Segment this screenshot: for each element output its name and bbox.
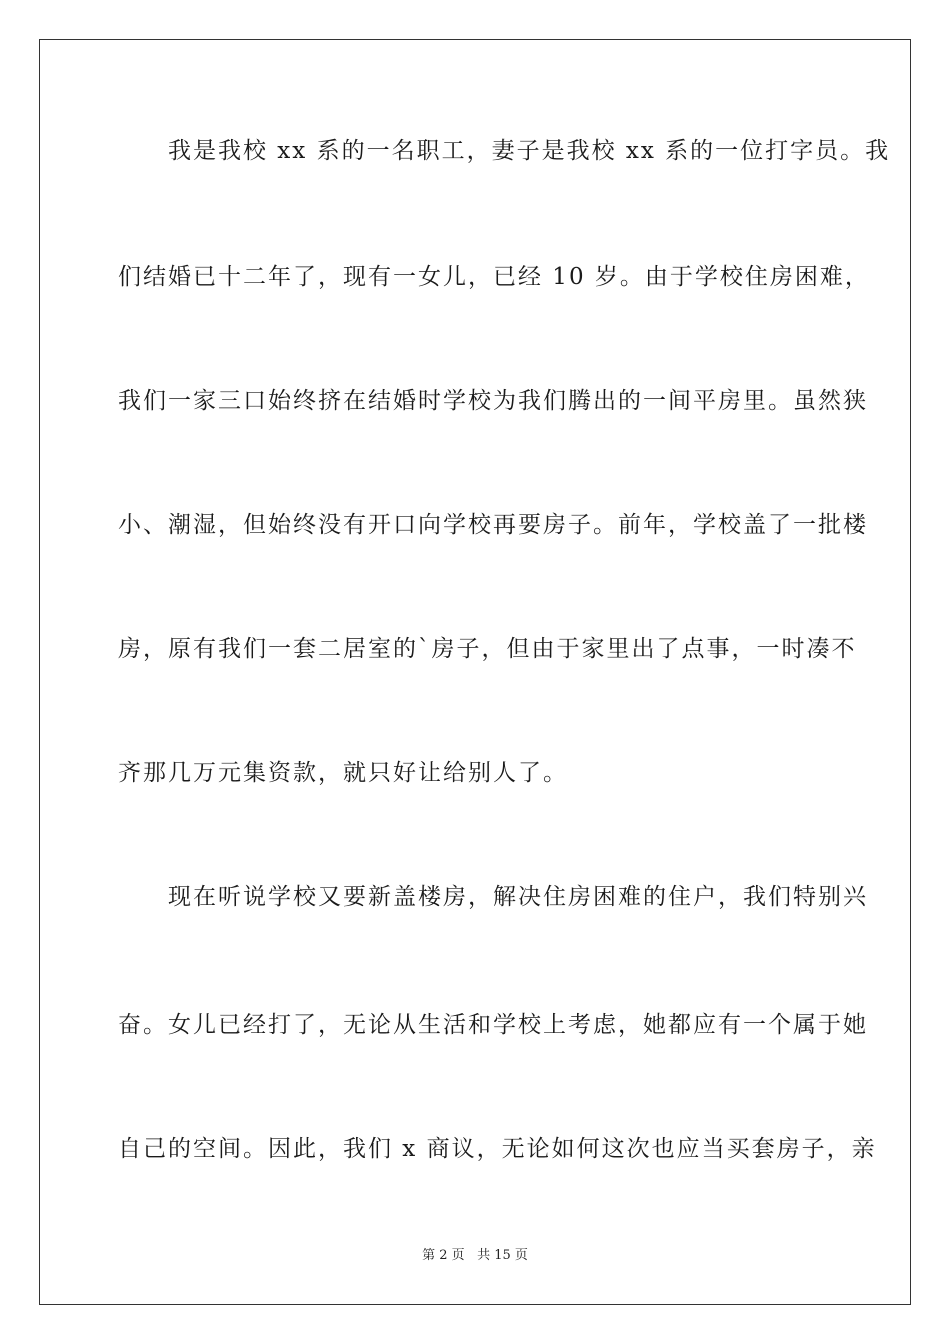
paragraph-1-line-5: 房，原有我们一套二居室的`房子，但由于家里出了点事，一时凑不	[118, 636, 857, 662]
paragraph-1-line-4: 小、潮湿，但始终没有开口向学校再要房子。前年，学校盖了一批楼	[118, 512, 868, 538]
paragraph-2-line-2: 奋。女儿已经打了，无论从生活和学校上考虑，她都应有一个属于她	[118, 1012, 868, 1038]
paragraph-2-line-3: 自己的空间。因此，我们 x 商议，无论如何这次也应当买套房子，亲	[118, 1136, 877, 1162]
page-border	[39, 39, 911, 1305]
paragraph-1-line-1: 我是我校 xx 系的一名职工，妻子是我校 xx 系的一位打字员。我	[118, 138, 891, 164]
page-total: 共 15 页	[477, 1248, 528, 1263]
page-footer	[0, 1248, 950, 1264]
paragraph-1-line-6: 齐那几万元集资款，就只好让给别人了。	[118, 760, 568, 786]
paragraph-1-line-3: 我们一家三口始终挤在结婚时学校为我们腾出的一间平房里。虽然狭	[118, 388, 868, 414]
page-number: 第 2 页	[422, 1248, 465, 1263]
paragraph-1-line-2: 们结婚已十二年了，现有一女儿，已经 10 岁。由于学校住房困难，	[118, 264, 870, 290]
paragraph-2-line-1: 现在听说学校又要新盖楼房，解决住房困难的住户，我们特别兴	[118, 884, 868, 910]
